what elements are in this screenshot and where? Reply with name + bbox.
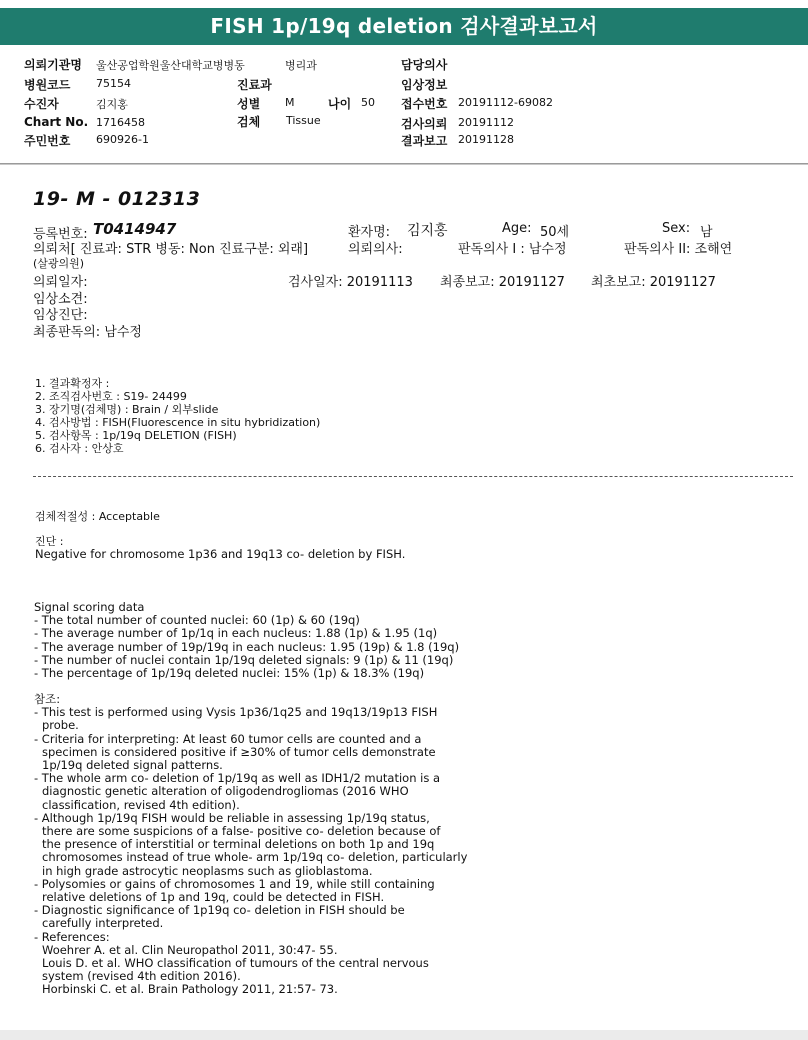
report-date-value: 20191128 bbox=[458, 133, 514, 146]
recipient-label: 수진자 bbox=[24, 97, 59, 111]
referring-doctor: 의뢰의사: bbox=[348, 242, 403, 257]
dept-label: 진료과 bbox=[237, 78, 272, 92]
clinical-findings: 임상소견: bbox=[33, 292, 88, 307]
notes-section bbox=[34, 693, 467, 997]
final-reader: 최종판독의: 남수정 bbox=[33, 325, 142, 340]
note-line: - Diagnostic significance of 1p19q co- deletion in FISH should be bbox=[34, 903, 405, 918]
note-line: diagnostic genetic alteration of oligodendrogliomas (2016 WHO bbox=[42, 784, 409, 799]
rrn-value: 690926-1 bbox=[96, 133, 149, 146]
specimen-label: 검체 bbox=[237, 115, 261, 129]
signal-line: - The number of nuclei contain 1p/19q deleted signals: 9 (1p) & 11 (19q) bbox=[34, 652, 454, 667]
specimen-value: Tissue bbox=[286, 114, 321, 127]
first-report-date: 최초보고: 20191127 bbox=[591, 275, 716, 290]
pathologist-1: 판독의사 I : 남수정 bbox=[458, 242, 567, 257]
note-line: - References: bbox=[34, 929, 110, 944]
exam-date: 검사일자: 20191113 bbox=[288, 275, 413, 290]
hospital-code-label: 병원코드 bbox=[24, 78, 71, 92]
clinical-diagnosis: 임상진단: bbox=[33, 308, 88, 323]
note-line: Horbinski C. et al. Brain Pathology 2011, 21:57- 73. bbox=[42, 982, 338, 997]
note-line: specimen is considered positive if ≥30% of tumor cells demonstrate bbox=[42, 744, 436, 759]
item-2: 2. 조직검사번호 : S19- 24499 bbox=[35, 390, 187, 403]
item-6: 6. 검사자 : 안상호 bbox=[35, 442, 124, 455]
note-line: probe. bbox=[42, 718, 79, 733]
chart-no-label: Chart No. bbox=[24, 115, 89, 129]
signal-line: - The percentage of 1p/19q deleted nuclei: 15% (1p) & 18.3% (19q) bbox=[34, 666, 425, 681]
institution-value: 울산공업학원울산대학교병병동 bbox=[96, 59, 245, 72]
note-line: - Although 1p/19q FISH would be reliable in assessing 1p/19q status, bbox=[34, 810, 430, 825]
sex-label-report: Sex: bbox=[662, 221, 691, 236]
note-line: - This test is performed using Vysis 1p36/1q25 and 19q13/19p13 FISH bbox=[34, 705, 438, 720]
note-line: - Criteria for interpreting: At least 60 tumor cells are counted and a bbox=[34, 731, 422, 746]
pathologist-2: 판독의사 II: 조해연 bbox=[624, 242, 733, 257]
note-line: in high grade astrocytic neoplasms such as glioblastoma. bbox=[42, 863, 373, 878]
hospital-code-value: 75154 bbox=[96, 77, 131, 90]
regno-value: T0414947 bbox=[93, 220, 177, 238]
request-label: 검사의뢰 bbox=[401, 117, 448, 131]
note-line: chromosomes instead of true whole- arm 1p/19q co- deletion, particularly bbox=[42, 850, 468, 865]
doctor-label: 담당의사 bbox=[401, 58, 448, 72]
age-label-report: Age: bbox=[502, 221, 532, 236]
rrn-label: 주민번호 bbox=[24, 134, 71, 148]
accession-value: 20191112-69082 bbox=[458, 96, 553, 109]
sex-value: M bbox=[285, 96, 295, 109]
signal-line: Signal scoring data bbox=[34, 600, 145, 614]
adequacy: 검체적절성 : Acceptable bbox=[35, 510, 160, 523]
institution-label: 의뢰기관명 bbox=[24, 58, 82, 72]
item-1: 1. 결과확정자 : bbox=[35, 377, 110, 390]
signal-line: - The average number of 1p/1q in each nucleus: 1.88 (1p) & 1.95 (1q) bbox=[34, 626, 438, 641]
note-line: system (revised 4th edition 2016). bbox=[42, 969, 241, 984]
header-info bbox=[0, 45, 808, 164]
recipient-value: 김지홍 bbox=[96, 98, 128, 111]
page-title: FISH 1p/19q deletion 검사결과보고서 bbox=[0, 8, 808, 45]
note-line: classification, revised 4th edition). bbox=[42, 797, 240, 812]
age-label: 나이 bbox=[328, 97, 352, 111]
diagnosis-text: Negative for chromosome 1p36 and 19q13 co- deletion by FISH. bbox=[35, 547, 406, 561]
report-id: 19- M - 012313 bbox=[33, 188, 201, 210]
institution-dept: 병리과 bbox=[285, 59, 317, 72]
note-line: 참조: bbox=[34, 692, 61, 706]
note-line: - Polysomies or gains of chromosomes 1 and 19, while still containing bbox=[34, 876, 435, 891]
signal-scoring bbox=[34, 601, 459, 680]
report-body bbox=[0, 164, 808, 1031]
patient-label: 환자명: bbox=[348, 225, 391, 240]
dashed-divider bbox=[33, 476, 793, 477]
location-text: (살광의원) bbox=[33, 257, 85, 270]
note-line: Woehrer A. et al. Clin Neuropathol 2011, 30:47- 55. bbox=[42, 942, 338, 957]
note-line: 1p/19q deleted signal patterns. bbox=[42, 758, 223, 773]
age-value-report: 50세 bbox=[540, 225, 570, 240]
final-report-date: 최종보고: 20191127 bbox=[440, 275, 565, 290]
request-value: 20191112 bbox=[458, 116, 514, 129]
clinical-info-label: 임상정보 bbox=[401, 78, 448, 92]
item-5: 5. 검사항목 : 1p/19q DELETION (FISH) bbox=[35, 429, 237, 442]
age-value: 50 bbox=[361, 96, 375, 109]
note-line: there are some suspicions of a false- positive co- deletion because of bbox=[42, 824, 441, 839]
report-date-label: 결과보고 bbox=[401, 134, 448, 148]
chart-no-value: 1716458 bbox=[96, 116, 145, 129]
note-line: relative deletions of 1p and 19q, could be detected in FISH. bbox=[42, 890, 385, 905]
diagnosis-label: 진단 : bbox=[35, 535, 64, 548]
item-3: 3. 장기명(검체명) : Brain / 외부slide bbox=[35, 403, 219, 416]
note-line: Louis D. et al. WHO classification of tumours of the central nervous bbox=[42, 956, 429, 971]
accession-label: 접수번호 bbox=[401, 97, 448, 111]
request-date: 의뢰일자: bbox=[33, 275, 88, 290]
item-4: 4. 검사방법 : FISH(Fluorescence in situ hybridization) bbox=[35, 416, 321, 429]
referral-info: 의뢰처[ 진료과: STR 병동: Non 진료구분: 외래] bbox=[33, 242, 309, 257]
sex-value-report: 남 bbox=[700, 225, 713, 240]
note-line: the presence of interstitial or terminal deletions on both 1p and 19q bbox=[42, 837, 435, 852]
regno-label: 등록번호: bbox=[33, 227, 88, 242]
patient-value: 김지홍 bbox=[407, 223, 448, 239]
sex-label: 성별 bbox=[237, 97, 261, 111]
note-line: carefully interpreted. bbox=[42, 916, 164, 931]
signal-line: - The total number of counted nuclei: 60 (1p) & 60 (19q) bbox=[34, 613, 360, 628]
signal-line: - The average number of 19p/19q in each nucleus: 1.95 (19p) & 1.8 (19q) bbox=[34, 639, 460, 654]
note-line: - The whole arm co- deletion of 1p/19q as well as IDH1/2 mutation is a bbox=[34, 771, 441, 786]
